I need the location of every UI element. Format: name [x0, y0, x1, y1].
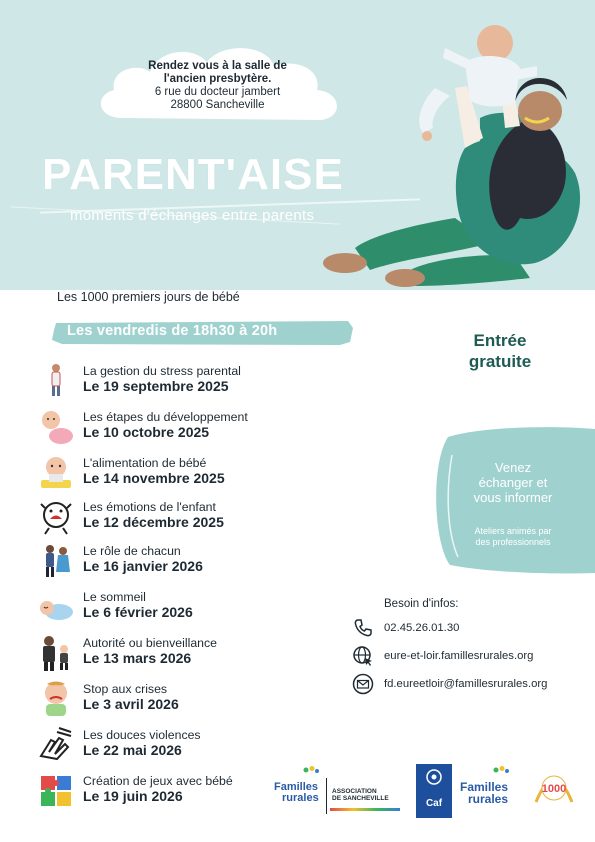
caf-text: Caf — [425, 798, 443, 809]
workshop-line-3: vous informer — [473, 490, 553, 505]
meeting-location — [110, 60, 325, 112]
session-topic: Les étapes du développement — [83, 410, 248, 424]
workshop-line-2: échanger et — [478, 475, 548, 490]
cloud-line-3: 6 rue du docteur jambert — [154, 86, 281, 98]
phone-number: 02.45.26.01.30 — [384, 622, 460, 634]
association-line-1: ASSOCIATION — [332, 788, 377, 795]
page-title: PARENT'AISE — [42, 150, 344, 199]
session-date: Le 3 avril 2026 — [83, 696, 179, 712]
email-address: fd.eureetloir@famillesrurales.org — [384, 678, 548, 690]
session-date: Le 14 novembre 2025 — [83, 470, 225, 486]
divider — [326, 778, 327, 814]
association-line-2: DE SANCHEVILLE — [332, 795, 389, 802]
caf-emblem-icon — [424, 768, 444, 786]
puzzle-icon — [37, 772, 75, 810]
session-topic: Création de jeux avec bébé — [83, 774, 233, 788]
angry-baby-icon — [37, 680, 75, 718]
sleeping-baby-icon — [37, 588, 75, 626]
globe-cursor-icon — [352, 645, 374, 667]
page-subtitle: moments d'échanges entre parents — [70, 207, 315, 224]
contact-heading: Besoin d'infos: — [384, 598, 459, 610]
color-bar — [330, 808, 400, 811]
cloud-line-1: Rendez vous à la salle de — [148, 60, 287, 72]
session-date: Le 22 mai 2026 — [83, 742, 182, 758]
contact-phone[interactable] — [352, 617, 592, 641]
session-item — [37, 680, 337, 720]
session-topic: Les émotions de l'enfant — [83, 500, 216, 514]
session-date: Le 12 décembre 2025 — [83, 514, 224, 530]
session-date: Le 16 janvier 2026 — [83, 558, 203, 574]
parent-baby-illustration — [315, 8, 595, 290]
logo-text: rurales — [282, 792, 319, 804]
envelope-icon — [352, 673, 374, 695]
free-entry — [440, 330, 560, 372]
session-item — [37, 408, 337, 448]
familles-rurales-logo — [460, 766, 520, 818]
website-link: eure-et-loir.famillesrurales.org — [384, 650, 534, 662]
session-topic: Stop aux crises — [83, 682, 168, 696]
parent-child-icon — [37, 634, 75, 672]
session-topic: Le sommeil — [83, 590, 146, 604]
session-item — [37, 454, 337, 494]
parent-stress-icon — [37, 362, 75, 400]
first-days-label: Les 1000 premiers jours de bébé — [57, 290, 240, 304]
logo-text: Familles — [274, 781, 319, 793]
session-topic: Les douces violences — [83, 728, 201, 742]
familles-rurales-logo — [274, 766, 329, 818]
logo-text: Familles — [460, 780, 509, 794]
session-topic: La gestion du stress parental — [83, 364, 241, 378]
session-item — [37, 726, 337, 766]
workshop-invite — [443, 460, 583, 505]
session-item — [37, 588, 337, 628]
session-item — [37, 498, 337, 538]
contact-email[interactable] — [352, 673, 592, 697]
cloud-line-4: 28800 Sancheville — [170, 99, 265, 111]
contact-website[interactable] — [352, 645, 592, 669]
session-item — [37, 634, 337, 674]
workshop-note-line-2: des professionnels — [475, 537, 551, 547]
session-topic: L'alimentation de bébé — [83, 456, 207, 470]
session-date: Le 19 septembre 2025 — [83, 378, 229, 394]
session-date: Le 6 février 2026 — [83, 604, 193, 620]
session-date: Le 10 octobre 2025 — [83, 424, 210, 440]
free-entry-line-2: gratuite — [468, 352, 532, 371]
free-entry-line-1: Entrée — [473, 331, 527, 350]
session-topic: Autorité ou bienveillance — [83, 636, 217, 650]
phone-icon — [352, 617, 374, 639]
session-date: Le 19 juin 2026 — [83, 788, 183, 804]
workshop-note — [443, 526, 583, 548]
cloud-line-2: l'ancien presbytère. — [163, 73, 272, 85]
workshop-note-line-1: Ateliers animés par — [474, 526, 552, 536]
session-date: Le 13 mars 2026 — [83, 650, 192, 666]
partner-logos — [270, 762, 590, 822]
mille-text: 1000 — [541, 783, 567, 795]
mille-jours-logo — [528, 766, 580, 816]
parents-couple-icon — [37, 542, 75, 580]
logo-text: rurales — [468, 792, 509, 806]
hands-icon — [37, 726, 75, 764]
baby-eating-icon — [37, 454, 75, 492]
association-name — [332, 788, 389, 802]
session-topic: Le rôle de chacun — [83, 544, 181, 558]
schedule-text: Les vendredis de 18h30 à 20h — [67, 323, 278, 339]
session-item — [37, 362, 337, 402]
workshop-line-1: Venez — [494, 460, 532, 475]
caf-logo — [416, 764, 452, 818]
baby-crawling-icon — [37, 408, 75, 446]
crying-child-icon — [37, 498, 75, 536]
people-icon — [302, 766, 320, 782]
session-item — [37, 542, 337, 582]
